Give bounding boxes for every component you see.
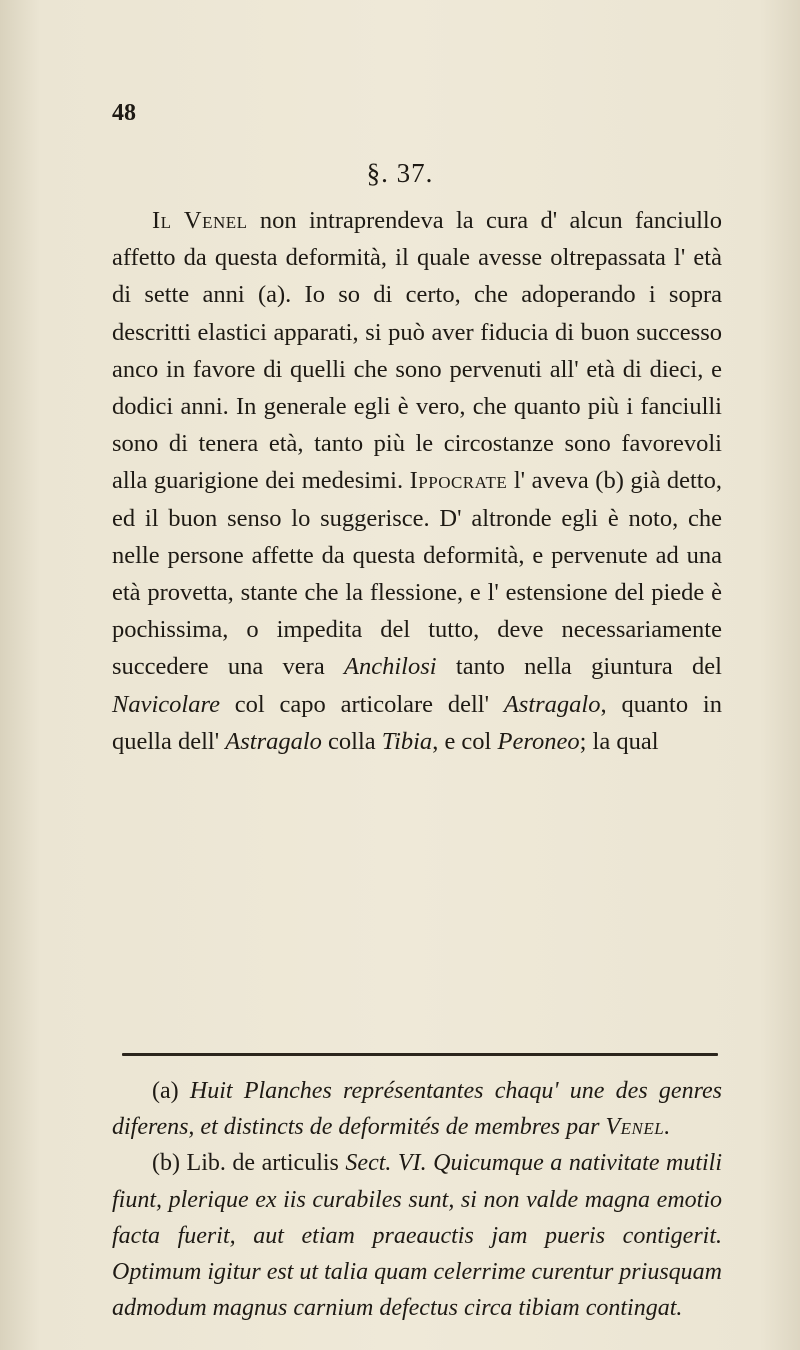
footnote-a [112,1073,722,1145]
text-run: l' aveva (b) già detto, ed il buon senso lo suggerisce. D' altronde egli è noto, che nelle persone affette da questa deformità, e pervenute ad una età provetta, stante che la flessione, e l' estensione del piede è pochissima, o impedita del tutto, deve necessariamente succedere una vera [112,467,722,681]
footnote-divider [122,1053,718,1056]
author-name-hippocrates: Ippocrate [409,467,508,495]
page-number: 48 [112,100,136,126]
author-name-venel: Il Venel [152,207,248,234]
term-tibia: Tibia [381,727,433,755]
text-run: ; la qual [579,727,659,755]
footnote-b-quote: Quicumque a nativitate mutili fiunt, plerique ex iis curabiles sunt, si non valde magna emotio facta fuerit, aut etiam praeauctis jam pueris contigerit. Optimum igitur est ut talia quam celerrime curentur priusquam admodum magnus carnium defectus circa tibiam contingat. [112,1150,723,1322]
text-run: col capo articolare dell' [219,690,504,718]
footnote-b [112,1145,722,1326]
term-navicolare: Navicolare [112,690,220,718]
footnote-b-reference: Lib. de articulis [186,1150,346,1177]
footnote-b-section: Sect. VI. [345,1150,427,1177]
footnote-a-author: Venel. [605,1114,671,1141]
footnote-a-text: Huit Planches représentantes chaqu' une des genres diferens, et distincts de deformités de membres par [112,1078,723,1141]
section-heading: §. 37. [366,158,434,188]
term-peroneo: Peroneo [497,727,580,755]
footnotes [112,1073,722,1326]
term-astragalo: Astragalo [503,690,601,718]
main-paragraph [112,202,722,760]
main-text [112,202,722,760]
text-run: tanto nella giuntura del [436,653,722,681]
footnote-b-marker: (b) [152,1150,187,1177]
text-run: colla [321,727,382,755]
term-anchilosi: Anchilosi [344,653,437,681]
text-run: , e col [432,727,498,755]
text-run: non intraprendeva la cura d' alcun fanciullo affetto da questa deformità, il quale avesse oltrepassata l' età di sette anni (a). Io so di certo, che adoperando i sopra descritti elastici apparati, si può aver fiducia di buon successo anco in favore di quelli che sono pervenuti all' età di dieci, e dodici anni. In generale egli è vero, che quanto più i fanciulli sono di tenera età, tanto più le circostanze sono favorevoli alla guarigione dei medesimi. [112,207,722,495]
footnote-a-marker: (a) [152,1078,190,1104]
text-run: , quanto in quella dell' [112,690,722,755]
term-astragalo: Astragalo [225,727,322,755]
